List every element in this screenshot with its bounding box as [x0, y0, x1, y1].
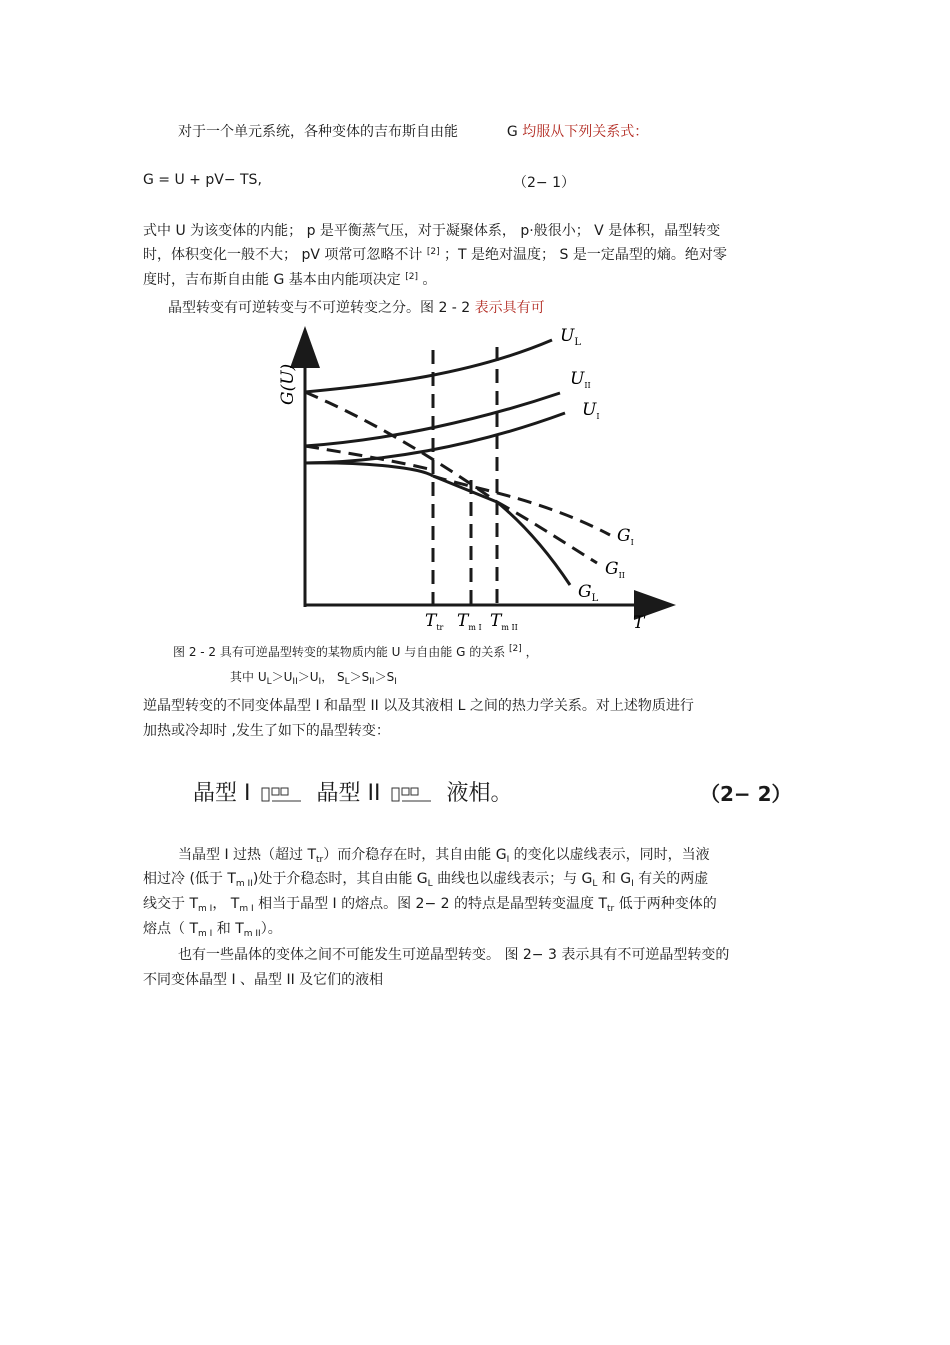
para5-line2 — [143, 868, 708, 889]
transition-arrow-icon — [261, 786, 305, 804]
caption-sub: II — [369, 677, 375, 687]
para2-line3-text-b: 。 — [422, 272, 437, 288]
para2-line2 — [143, 244, 727, 264]
para5-sub: m I — [239, 904, 254, 914]
caption-l2-text: ＞S — [374, 670, 395, 684]
figure-caption-line2 — [230, 668, 397, 687]
g-symbol: G — [506, 124, 518, 140]
para5-text: 低于两种变体的 — [614, 896, 717, 912]
caption-sub: II — [292, 677, 298, 687]
label-gii: $G_{II}$ — [605, 559, 625, 580]
para5-text: ， T — [212, 896, 240, 912]
eq2-part1: 晶型 I — [193, 781, 251, 806]
tick-tm1: $T_{m I}$ — [457, 611, 482, 632]
para5-text: ）。 — [260, 921, 282, 937]
para5-line1 — [178, 844, 710, 865]
label-ui: $U_I$ — [582, 400, 600, 421]
ref-citation: [2] — [426, 247, 440, 257]
caption-l2-text: ＞U — [271, 670, 293, 684]
para5-text: 有关的两虚 — [633, 871, 709, 887]
y-axis-label: G(U) — [278, 363, 298, 405]
caption-l2-text: ＞U — [297, 670, 319, 684]
para2-line2-text-b: ；T 是绝对温度； S 是一定晶型的熵。绝对零 — [444, 247, 727, 263]
para5-text: 和 G — [597, 871, 632, 887]
para3-line — [168, 297, 545, 317]
caption-sub: L — [266, 677, 272, 687]
figure-2-2 — [270, 318, 690, 638]
para5-line4 — [143, 918, 282, 939]
para5-sub: tr — [607, 904, 615, 914]
para5-sub: L — [592, 879, 598, 889]
caption-sub: I — [318, 677, 322, 687]
para5-line3 — [143, 893, 717, 914]
curve-gl-solid — [497, 502, 570, 585]
para5-sub: m I — [198, 929, 213, 939]
para6-line2: 不同变体晶型 I 、晶型 II 及它们的液相 — [143, 972, 384, 988]
para5-text: 相过冷 (低于 T — [143, 871, 236, 887]
label-gl: $G_L$ — [578, 582, 599, 604]
para2-line3 — [143, 269, 436, 289]
ref-citation: [2] — [405, 272, 418, 282]
para5-sub: I — [631, 879, 634, 889]
para5-text: ）而介稳存在时，其自由能 G — [323, 847, 507, 863]
caption-l2-text: 其中 U — [230, 670, 267, 684]
para5-sub: m I — [198, 904, 213, 914]
para5-sub: tr — [316, 855, 324, 865]
para6-line1: 也有一些晶体的变体之间不可能发生可逆晶型转变。 图 2− 3 表示具有不可逆晶型转变的 — [178, 947, 730, 963]
para5-text: )处于介稳态时，其自由能 G — [252, 871, 428, 887]
caption-end: ， — [525, 645, 538, 659]
para5-text: 当晶型 I 过热（超过 T — [178, 847, 317, 863]
tick-ttr: $T_{tr}$ — [425, 611, 444, 632]
para5-sub: L — [427, 879, 433, 889]
equation-2-2 — [193, 776, 512, 807]
para4-line1: 逆晶型转变的不同变体晶型 I 和晶型 II 以及其液相 L 之间的热力学关系。对上述物质进行 — [143, 698, 694, 714]
para5-sub: I — [506, 855, 510, 865]
intro-red-text: 均服从下列关系式： — [522, 124, 649, 140]
para2-line3-text-a: 度时，吉布斯自由能 G 基本由内能项决定 — [143, 272, 401, 288]
caption-text: 图 2 - 2 具有可逆晶型转变的某物质内能 U 与自由能 G 的关系 — [173, 645, 506, 659]
para3-red-text: 表示具有可 — [474, 300, 545, 316]
para2-line1: 式中 U 为该变体的内能； p 是平衡蒸气压，对于凝聚体系， p·般很小； V 是体积，晶型转变 — [143, 223, 721, 239]
intro-line — [178, 121, 648, 141]
intro-text: 对于一个单元系统，各种变体的吉布斯自由能 — [178, 124, 458, 140]
label-gi: $G_I$ — [617, 526, 634, 547]
x-axis-label: T — [633, 613, 645, 633]
para5-text: 的变化以虚线表示，同时，当液 — [509, 847, 710, 863]
equation-2-2-number: （2− 2） — [700, 782, 792, 806]
para3-text: 晶型转变有可逆转变与不可逆转变之分。图 2 - 2 — [168, 300, 471, 316]
para5-text: 和 T — [212, 921, 244, 937]
caption-sub: I — [394, 677, 397, 687]
caption-sub: L — [344, 677, 350, 687]
curve-ui — [305, 413, 565, 463]
caption-l2-text: ＞S — [349, 670, 370, 684]
equation-2-1-number: （2− 1） — [513, 175, 575, 191]
para5-sub: m II — [243, 929, 261, 939]
transition-arrow-icon — [391, 786, 435, 804]
para5-text: 线交于 T — [143, 896, 199, 912]
ref-citation: [2] — [509, 644, 522, 654]
para5-sub: m II — [235, 879, 253, 889]
curve-gl-dashed — [305, 392, 497, 502]
label-uii: $U_{II}$ — [570, 369, 591, 390]
label-ul: $U_L$ — [560, 326, 581, 348]
tick-tm2: $T_{m II}$ — [490, 611, 518, 632]
para5-text: 曲线也以虚线表示；与 G — [432, 871, 593, 887]
figure-caption-line1 — [173, 643, 538, 660]
eq2-part3: 液相。 — [446, 781, 513, 806]
equation-2-1: G = U + pV− TS, — [143, 172, 262, 188]
para5-text: 熔点（ T — [143, 921, 199, 937]
para5-text: 相当于晶型 I 的熔点。图 2− 2 的特点是晶型转变温度 T — [253, 896, 608, 912]
para4-line2: 加热或冷却时 ,发生了如下的晶型转变： — [143, 723, 390, 739]
para2-line2-text-a: 时，体积变化一般不大； pV 项常可忽略不计 — [143, 247, 423, 263]
eq2-part2: 晶型 II — [316, 781, 381, 806]
curve-ul — [305, 340, 552, 392]
caption-l2-text: ， S — [321, 670, 345, 684]
